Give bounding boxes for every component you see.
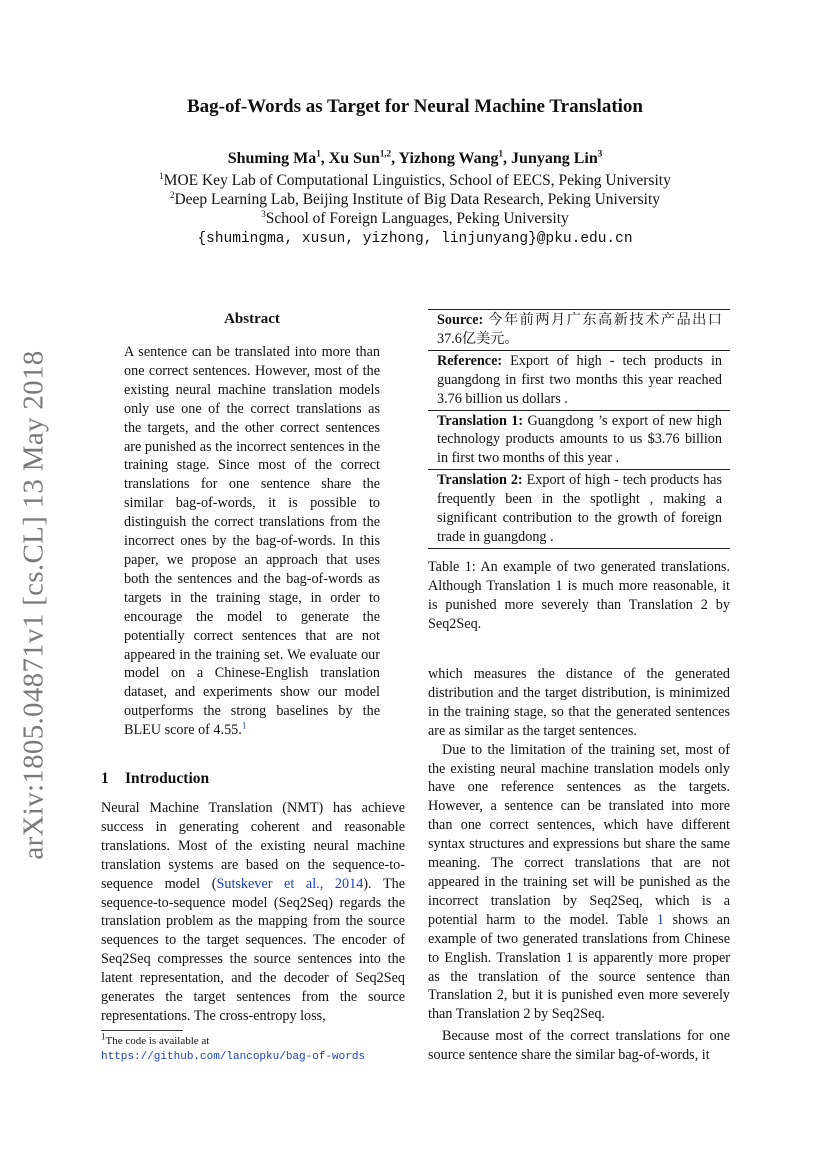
author-sup: 1: [498, 148, 504, 159]
code-url-link[interactable]: https://github.com/lancopku/bag-of-words: [101, 1051, 366, 1063]
footnote: [101, 1031, 405, 1065]
row-label: Translation 2:: [437, 472, 523, 489]
example-table: [428, 309, 730, 549]
paragraph: Because most of the correct translations for one source sentence share the similar bag-of-words, it: [428, 1028, 730, 1064]
paper-title: Bag-of-Words as Target for Neural Machine Translation: [187, 96, 643, 117]
abstract-text: A sentence can be translated into more than one correct sentences. However, most of the existing neural machine translation models only use one of the correct translations as the targets, and the other correct sentences are punished as the incorrect sentences in the training stage. Since most of the correct translations for one sentence share the similar bag-of-words, it is possible to distinguish the correct translations from the incorrect ones by the bag-of-words. In this paper, we propose an approach that uses both the sentences and the bag-of-words as targets in the training stage, in order to encourage the model to generate the potentially correct sentences that are not appeared in the training set. We evaluate our model on a Chinese-English translation dataset, and experiments show our model outperforms the strong baselines by the BLEU score of 4.55.: [124, 344, 380, 739]
abstract-heading: Abstract: [224, 311, 280, 327]
section-heading: [101, 770, 209, 788]
table-caption: Table 1: An example of two generated translations. Although Translation 1 is much more reasonable, it is punished more severely than Translation 2 by Seq2Seq.: [428, 559, 730, 632]
footnote-link[interactable]: 1: [241, 720, 247, 731]
paragraph: which measures the distance of the generated distribution and the target distribution, is minimized in the training stage, so that the generated sentences are as similar as the target sentences.: [428, 666, 730, 739]
footnote-text: The code is available at: [105, 1035, 210, 1047]
aff-text: Deep Learning Lab, Beijing Institute of Big Data Research, Peking University: [174, 191, 661, 208]
footnote-rule: [101, 1030, 183, 1031]
row-label: Reference:: [437, 352, 503, 369]
arxiv-identifier: [12, 350, 56, 860]
author-emails: {shumingma, xusun, yizhong, linjunyang}@pku.edu.cn: [197, 231, 633, 247]
intro-text: ). The sequence-to-sequence model (Seq2Seq) regards the translation problem as the mapping from the source sequences to the target sequences. The encoder of Seq2Seq compresses the source sentences into the latent representation, and the decoder of Seq2Seq generates the target sentences from the source representations. The cross-entropy loss,: [101, 875, 406, 1024]
table-row: [428, 411, 730, 471]
author-sup: 1: [316, 148, 321, 159]
row-text: Export of high - tech products in guangdong in first two months this year reached 3.76 billion us dollars .: [437, 352, 723, 407]
aff-sup: 2: [169, 189, 175, 200]
arxiv-id-text: arXiv:1805.04871v1 [cs.CL] 13 May 2018: [17, 350, 50, 860]
citation-link[interactable]: Sutskever et al., 2014: [216, 875, 364, 892]
aff-sup: 3: [261, 208, 266, 219]
intro-paragraph: [101, 799, 405, 1026]
intro-text: Neural Machine Translation (NMT) has achieve success in generating coherent and reasonable translations. Most of the existing neural machine translation systems are based on the sequence-to-sequence model (: [101, 800, 405, 892]
section-number: 1: [101, 770, 109, 787]
footnote-mark: 1: [101, 1031, 106, 1042]
row-label: Source:: [437, 312, 484, 328]
row-text: Guangdong ’s export of new high technology products amounts to us $3.76 billion in first two months of this year .: [437, 412, 723, 467]
affiliation: [100, 172, 730, 190]
paragraph: [428, 741, 730, 1025]
author-list: Shuming Ma$^1$, Xu Sun$^{1,2}$, Yizhong Wang$^1$, Junyang Lin$^3$: [227, 148, 603, 167]
table-row: [428, 310, 730, 351]
aff-text: MOE Key Lab of Computational Linguistics, School of EECS, Peking University: [163, 172, 671, 189]
aff-sup: 1: [159, 170, 164, 181]
row-label: Translation 1:: [437, 412, 524, 429]
row-text: Export of high - tech products has frequently been in the spotlight , making a significant contribution to the growth of foreign trade in guangdong .: [437, 472, 722, 545]
aff-text: School of Foreign Languages, Peking University: [265, 210, 569, 227]
abstract-body: [124, 343, 380, 740]
paragraph-text: shows an example of two generated translations from Chinese to English. Translation 1 is apparently more proper as the translation of the source sentence than Translation 2, but it is punished even more severely than Translation 2 by Seq2Seq.: [428, 911, 730, 1023]
affiliation: [100, 210, 730, 228]
table-row: [428, 351, 730, 411]
row-text: 今年前两月广东高新技术产品出口37.6亿美元。: [437, 312, 722, 347]
table-row: [428, 470, 730, 548]
table-ref-link[interactable]: 1: [656, 911, 664, 928]
author-sup: 1,2: [379, 148, 392, 159]
author-name: Shuming Ma: [227, 150, 317, 167]
author-sup: 3: [597, 148, 603, 159]
section-title: Introduction: [125, 770, 210, 787]
affiliation: [100, 191, 730, 209]
right-column-text: [428, 665, 730, 1065]
author-name: Junyang Lin: [511, 150, 598, 167]
author-name: Yizhong Wang: [398, 150, 499, 167]
paragraph-text: Due to the limitation of the training set, most of the existing neural machine translation models only have one reference sentences as the targets. However, a sentence can be translated into more than one correct sentences, which have different syntax structures and expressions but share the same meaning. The correct translations that are not appeared in the training set will be punished as the incorrect translation by Seq2Seq, which is a potential harm to the model. Table: [428, 741, 730, 928]
author-name: Xu Sun: [328, 150, 380, 167]
